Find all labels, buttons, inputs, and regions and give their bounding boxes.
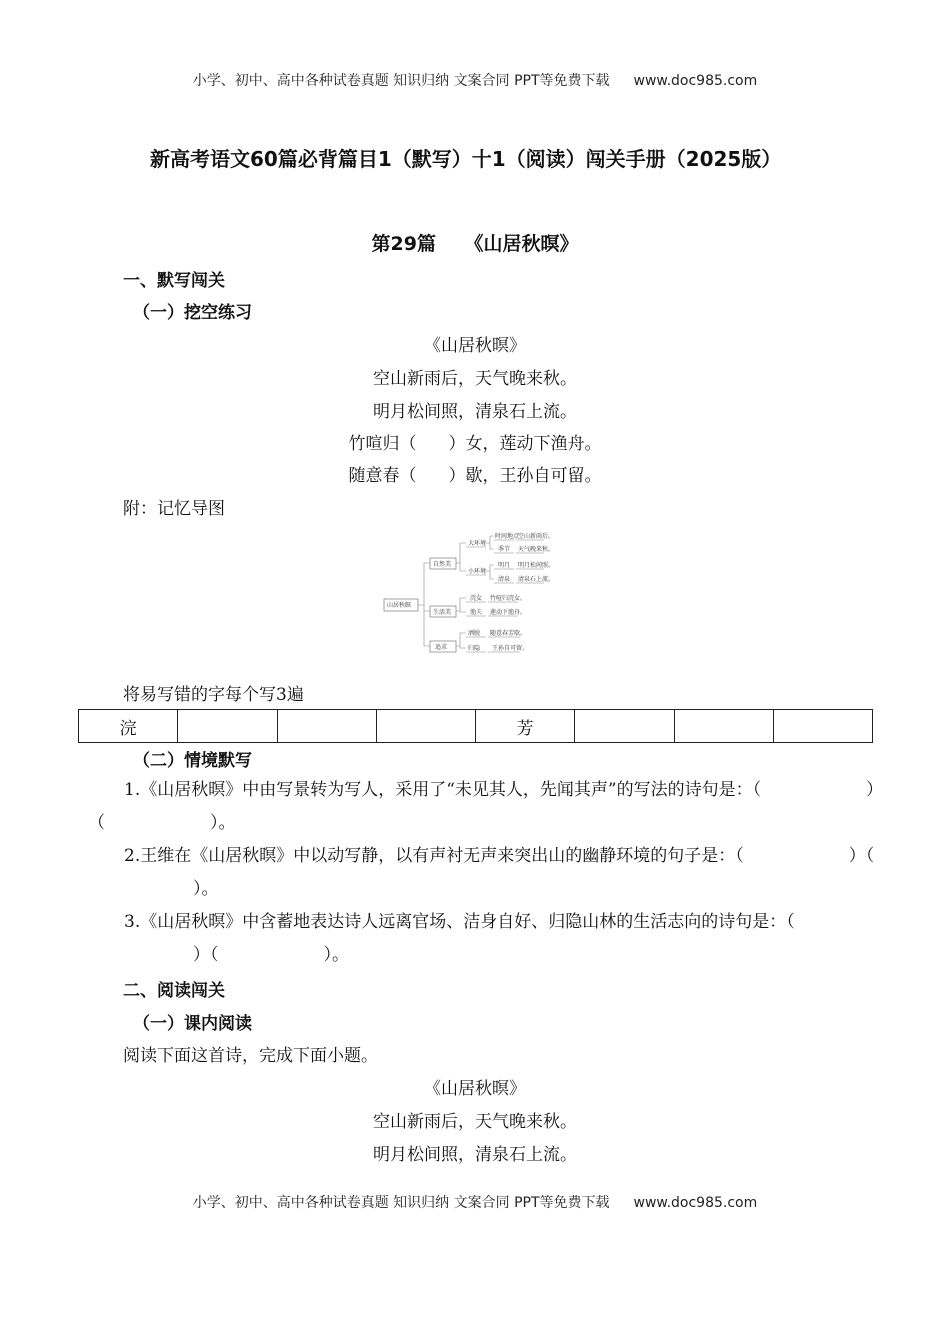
practice-cell[interactable]: [178, 710, 277, 743]
mm-b1a1v: 空山新雨后。: [518, 533, 555, 540]
mm-b1a1: 时间地点: [495, 533, 520, 540]
mm-b3b: 归隐: [468, 645, 481, 652]
poem-line-4-b: ）歇，王孙自可留。: [448, 466, 602, 486]
poem-line-3: [0, 429, 950, 454]
poem-line-4: [0, 461, 950, 486]
mind-map: [380, 525, 600, 660]
q2-text: 2.王维在《山居秋暝》中以动写静，以有声衬无声来突出山的幽静环境的句子是：（: [124, 846, 744, 866]
reading-poem-line-1: 空山新雨后，天气晚来秋。: [373, 1112, 577, 1132]
poem-line-4-a: 随意春（: [348, 466, 417, 486]
mm-b1b2v: 清泉石上流。: [518, 576, 555, 583]
q2-end: ）。: [193, 879, 219, 899]
mm-b2bv: 莲动下渔舟。: [490, 609, 527, 616]
section2-sub1: （一）课内阅读: [133, 1014, 252, 1034]
page-footer: [0, 1192, 950, 1212]
mm-b1: 自然美: [433, 561, 452, 568]
question-2: [88, 840, 878, 906]
q3-paren-mid: ）（: [193, 945, 219, 965]
section1-sub1: （一）挖空练习: [133, 303, 252, 323]
mm-b1a2: 季节: [498, 546, 511, 553]
poem-line-1: 空山新雨后，天气晚来秋。: [373, 369, 577, 389]
q2-paren-mid: ）（: [848, 846, 875, 866]
question-3: [88, 906, 878, 972]
q1-end: ）。: [210, 813, 236, 833]
practice-grid: [78, 709, 873, 743]
mm-b1b: 小环境: [468, 568, 487, 575]
mm-b3bv: 王孙自可留。: [492, 645, 529, 652]
practice-char-2: 芳: [475, 710, 574, 743]
mm-b1a2v: 天气晚来秋。: [518, 546, 555, 553]
page-header: [0, 70, 950, 90]
mm-b1a: 大环境: [468, 540, 487, 547]
section1-heading: 一、默写闯关: [123, 271, 225, 291]
reading-instruction: 阅读下面这首诗，完成下面小题。: [123, 1046, 378, 1066]
practice-cell[interactable]: [376, 710, 475, 743]
mm-root: 山居秋暝: [387, 602, 412, 609]
mm-b1b1v: 明月松间照。: [518, 562, 555, 569]
q3-end: ）。: [323, 945, 349, 965]
footer-text: 小学、初中、高中各种试卷真题 知识归纳 文案合同 PPT等免费下载: [192, 1195, 610, 1211]
question-1: [88, 774, 878, 840]
mm-b3av: 随意春芳歇。: [490, 630, 527, 637]
reading-poem-title: 《山居秋暝》: [424, 1079, 526, 1099]
q3-text: 3.《山居秋暝》中含蓄地表达诗人远离官场、洁身自好、归隐山林的生活志向的诗句是：（: [124, 912, 795, 932]
poem-line-2: 明月松间照，清泉石上流。: [373, 402, 577, 422]
poem-line-3-b: ）女，莲动下渔舟。: [448, 434, 602, 454]
practice-label: 将易写错的字每个写3遍: [123, 685, 304, 705]
header-url[interactable]: www.doc985.com: [633, 73, 758, 89]
appendix-label: 附：记忆导图: [123, 499, 225, 519]
practice-cell[interactable]: [575, 710, 674, 743]
q1-paren-mid: ）（: [88, 780, 875, 833]
document-subtitle: 第29篇 《山居秋暝》: [371, 233, 579, 255]
poem-line-3-a: 竹喧归（: [348, 434, 417, 454]
mm-b3: 追求: [435, 644, 448, 651]
reading-poem-line-2: 明月松间照，清泉石上流。: [373, 1145, 577, 1165]
section1-sub2: （二）情境默写: [133, 751, 252, 771]
practice-cell[interactable]: [277, 710, 376, 743]
q1-text: 1.《山居秋暝》中由写景转为写人，采用了“未见其人，先闻其声”的写法的诗句是：（: [124, 780, 762, 800]
footer-url[interactable]: www.doc985.com: [633, 1195, 758, 1211]
mm-b2: 生活美: [433, 609, 452, 616]
mm-b1b2: 清泉: [498, 576, 511, 583]
mm-b3a: 洒脱: [468, 630, 481, 637]
section2-heading: 二、阅读闯关: [123, 981, 225, 1001]
mm-b2a: 浣女: [470, 595, 483, 602]
mm-b1b1: 明月: [498, 562, 511, 569]
poem-title: 《山居秋暝》: [424, 336, 526, 356]
header-text: 小学、初中、高中各种试卷真题 知识归纳 文案合同 PPT等免费下载: [192, 73, 610, 89]
practice-cell[interactable]: [773, 710, 872, 743]
practice-cell[interactable]: [674, 710, 773, 743]
practice-char-1: 浣: [79, 710, 178, 743]
mm-b2b: 渔夫: [470, 609, 483, 616]
document-title: 新高考语文60篇必背篇目1（默写）十1（阅读）闯关手册（2025版）: [150, 147, 782, 171]
mm-b2av: 竹喧归浣女。: [490, 595, 527, 602]
